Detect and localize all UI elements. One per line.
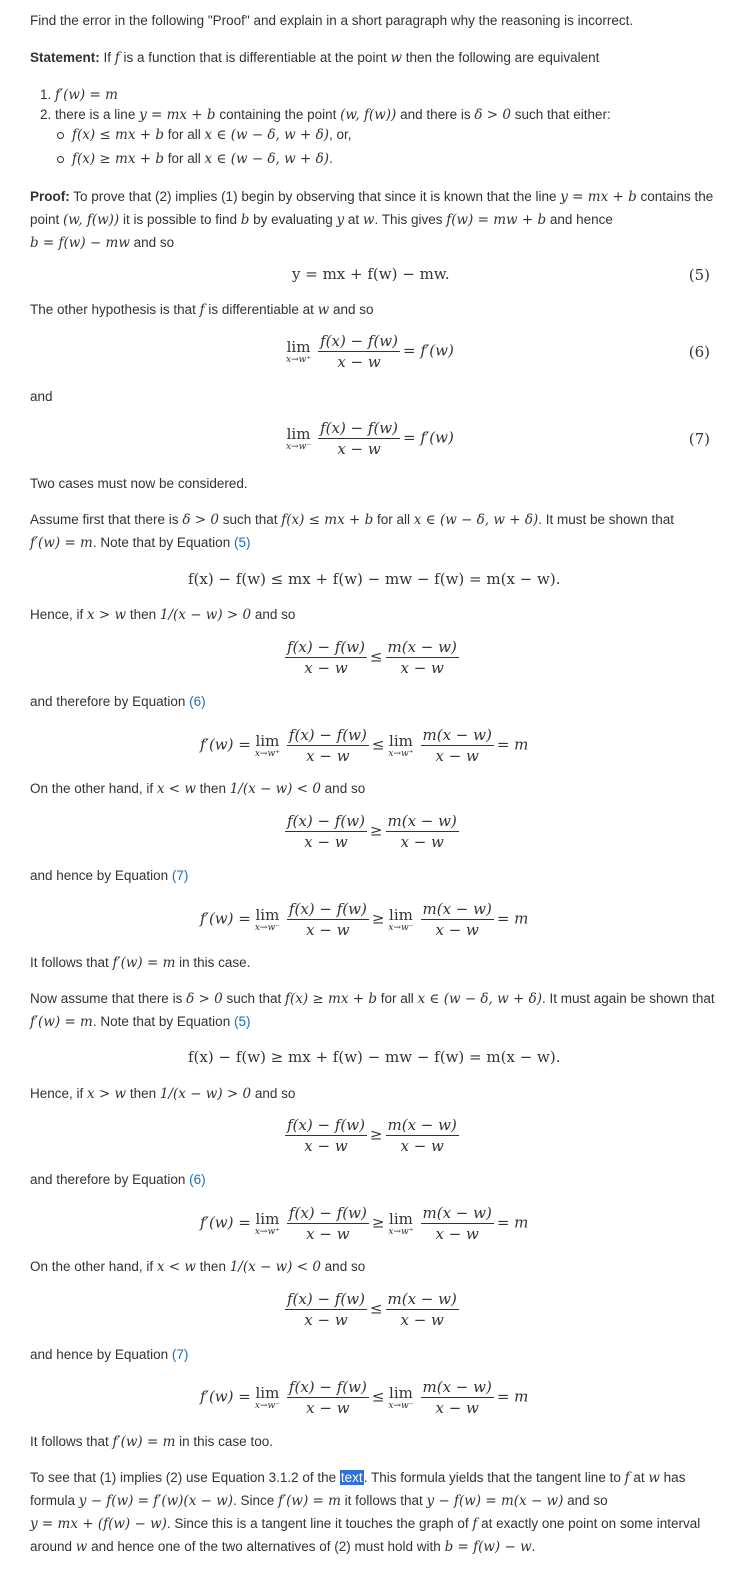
equation-ref-link[interactable]: (5) [233, 535, 251, 550]
two-cases: Two cases must now be considered. [30, 476, 248, 491]
equation-ref-link[interactable]: (6) [189, 1172, 206, 1187]
inequality-case1: f(x) − f(w) ≤ mx + f(w) − mw − f(w) = m(x − w). [188, 570, 561, 588]
statement-label: Statement: [30, 50, 100, 65]
case2-line-2: f′(w) = m. Note that by Equation (5) [30, 1014, 251, 1030]
last-line-2: formula y − f(w) = f′(w)(x − w). Since f′(w) = m it follows that y − f(w) = m(x − w) and so [30, 1493, 608, 1509]
fraction-inequality: $\frac{f(x) - f(w)}{x - w}$ ≥ $\frac{m(x - w)}{x - w}$ [287, 812, 457, 851]
prompt-text: Find the error in the following "Proof" and explain in a short paragraph why the reasoning is incorrect. [30, 13, 634, 28]
hence-eq-line: and hence by Equation (7) [30, 868, 189, 883]
last-line-4: around w and hence one of the two alternatives of (2) must hold with b = f(w) − w. [30, 1539, 536, 1555]
fraction-inequality: $\frac{f(x) - f(w)}{x - w}$ ≤ $\frac{m(x - w)}{x - w}$ [287, 638, 457, 677]
limit-operator: lim x→w⁺ [286, 337, 312, 365]
list-subitem-b: f(x) ≥ mx + b for all x ∈ (w − δ, w + δ). [72, 151, 333, 167]
proof-line-2: point (w, f(w)) it is possible to find b by evaluating y at w. This gives f(w) = mw + b and hence [30, 212, 613, 228]
hence-line: Hence, if x > w then 1/(x − w) > 0 and so [30, 607, 296, 623]
therefore-line: and therefore by Equation (6) [30, 1172, 206, 1187]
fraction-inequality: $\frac{f(x) - f(w)}{x - w}$ ≥ $\frac{m(x - w)}{x - w}$ [287, 1116, 457, 1155]
hence-line: Hence, if x > w then 1/(x − w) > 0 and so [30, 1086, 296, 1102]
difference-quotient: $\frac{f(x) - f(w)}{x - w}$ [320, 419, 398, 458]
otherhand-line: On the other hand, if x < w then 1/(x − w) < 0 and so [30, 1259, 366, 1275]
case1-line-1: Assume first that there is δ > 0 such that f(x) ≤ mx + b for all x ∈ (w − δ, w + δ). It must be shown that [30, 512, 675, 528]
equation-number-6: (6) [688, 343, 710, 361]
list-subitem-a: f(x) ≤ mx + b for all x ∈ (w − δ, w + δ), or, [72, 127, 352, 143]
equation-ref-link[interactable]: (7) [171, 868, 189, 883]
equation-6: lim x→w⁺ $\frac{f(x) - f(w)}{x - w}$ = f′(w) [286, 332, 454, 371]
last-line-1: To see that (1) implies (2) use Equation 3.1.2 of the text. This formula yields that the tangent line to f at w has [30, 1470, 686, 1486]
fraction-inequality: $\frac{f(x) - f(w)}{x - w}$ ≤ $\frac{m(x - w)}{x - w}$ [287, 1290, 457, 1329]
limit-inequality: f′(w) = lim x→w⁺ $\frac{f(x) - f(w)}{x - w}$ ≥ lim x→w⁺ $\frac{m(x - w)}{x - w}$ = m [200, 1204, 529, 1243]
follows-case2: It follows that f′(w) = m in this case too. [30, 1434, 273, 1450]
equation-ref-link[interactable]: (5) [233, 1014, 251, 1029]
selected-text[interactable]: text [340, 1470, 363, 1485]
list-item-2: 2. there is a line y = mx + b containing the point (w, f(w)) and there is δ > 0 such that either: [40, 107, 611, 123]
limit-inequality: f′(w) = lim x→w⁻ $\frac{f(x) - f(w)}{x - w}$ ≥ lim x→w⁻ $\frac{m(x - w)}{x - w}$ = m [200, 900, 529, 939]
hence-eq-line: and hence by Equation (7) [30, 1347, 189, 1362]
other-hypothesis: The other hypothesis is that f is differentiable at w and so [30, 302, 374, 318]
equation-ref-link[interactable]: (7) [171, 1347, 189, 1362]
limit-inequality: f′(w) = lim x→w⁻ $\frac{f(x) - f(w)}{x - w}$ ≤ lim x→w⁻ $\frac{m(x - w)}{x - w}$ = m [200, 1378, 529, 1417]
proof-line-3: b = f(w) − mw and so [30, 235, 175, 251]
difference-quotient: $\frac{f(x) - f(w)}{x - w}$ [320, 332, 398, 371]
equation-ref-link[interactable]: (6) [189, 694, 206, 709]
and-text: and [30, 389, 53, 404]
proof-line-1: Proof: To prove that (2) implies (1) begin by observing that since it is known that the line y = mx + b contains the [30, 189, 714, 205]
list-item-1: 1. f′(w) = m [40, 87, 118, 103]
limit-operator: lim x→w⁻ [286, 424, 312, 452]
otherhand-line: On the other hand, if x < w then 1/(x − w) < 0 and so [30, 781, 366, 797]
limit-inequality: f′(w) = lim x→w⁺ $\frac{f(x) - f(w)}{x - w}$ ≤ lim x→w⁺ $\frac{m(x - w)}{x - w}$ = m [200, 726, 529, 765]
proof-label: Proof: [30, 189, 70, 204]
statement: Statement: If f is a function that is differentiable at the point w then the following are equivalent [30, 50, 600, 66]
inequality-case2: f(x) − f(w) ≥ mx + f(w) − mw − f(w) = m(x − w). [188, 1048, 561, 1066]
bullet-icon [57, 156, 64, 163]
therefore-line: and therefore by Equation (6) [30, 694, 206, 709]
equation-number-7: (7) [688, 430, 710, 448]
case2-line-1: Now assume that there is δ > 0 such that f(x) ≥ mx + b for all x ∈ (w − δ, w + δ). It must again be shown that [30, 991, 715, 1007]
last-line-3: y = mx + (f(w) − w). Since this is a tangent line it touches the graph of f at exactly one point on some interval [30, 1516, 701, 1532]
follows-case1: It follows that f′(w) = m in this case. [30, 955, 251, 971]
case1-line-2: f′(w) = m. Note that by Equation (5) [30, 535, 251, 551]
equation-7: lim x→w⁻ $\frac{f(x) - f(w)}{x - w}$ = f′(w) [286, 419, 454, 458]
equation-number-5: (5) [688, 266, 710, 284]
equation-5: y = mx + f(w) − mw. [292, 265, 450, 283]
bullet-icon [57, 132, 64, 139]
